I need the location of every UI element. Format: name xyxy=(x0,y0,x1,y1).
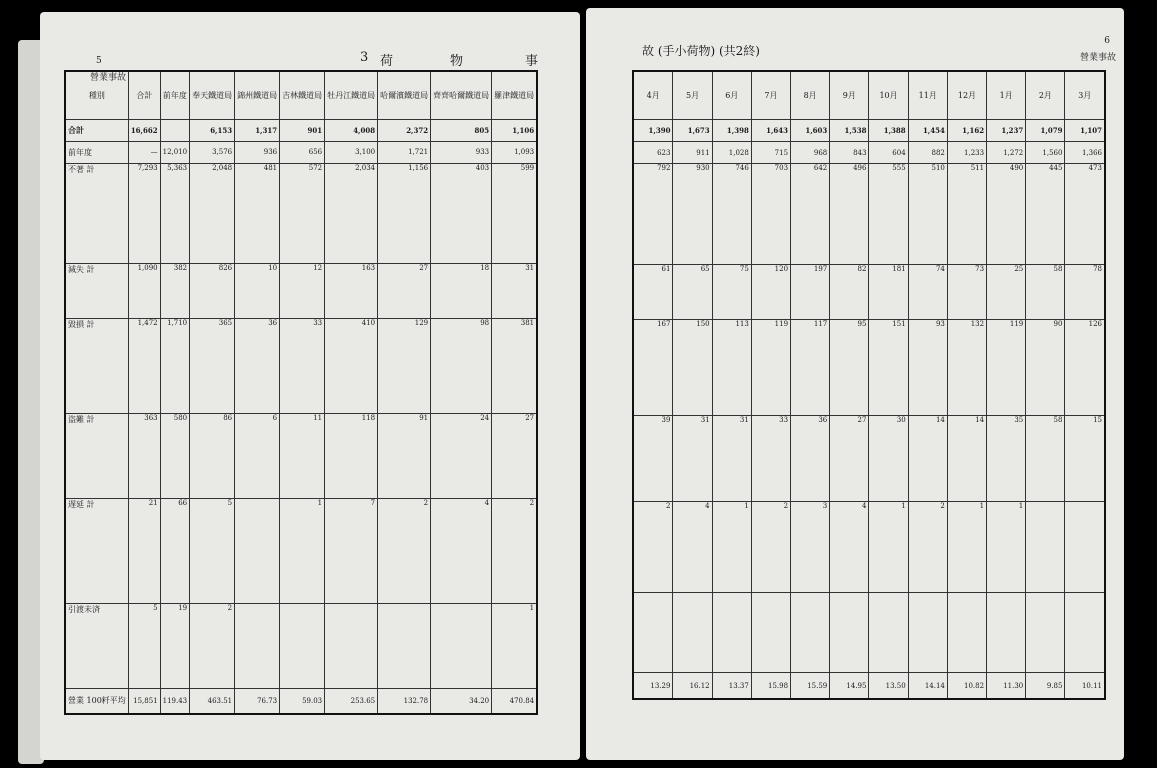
table-row xyxy=(65,119,537,141)
cell xyxy=(791,592,830,673)
left-title-char-2: 物 xyxy=(450,54,464,69)
cell: 911 xyxy=(673,142,712,164)
table-row xyxy=(65,688,537,714)
cell xyxy=(1026,501,1065,592)
cell: 12,010 xyxy=(160,141,190,163)
col-header: 牡丹江鐵道局 xyxy=(325,71,378,119)
cell: 1 xyxy=(869,501,908,592)
cell xyxy=(712,592,751,673)
cell: 1,237 xyxy=(987,119,1026,141)
cell xyxy=(160,119,190,141)
cell: 7 xyxy=(325,498,378,603)
cell: 90 xyxy=(1026,320,1065,416)
cell: 25 xyxy=(987,265,1026,320)
col-header: 齊齊哈爾鐵道局 xyxy=(431,71,492,119)
cell: 1,162 xyxy=(947,119,986,141)
row-label: 前年度 xyxy=(65,141,128,163)
cell: 12 xyxy=(280,263,325,318)
cell: 933 xyxy=(431,141,492,163)
cell: 4,008 xyxy=(325,119,378,141)
col-header: 6月 xyxy=(712,71,751,119)
row-label: 遅延 計 xyxy=(65,498,128,603)
cell: 167 xyxy=(633,320,673,416)
cell: 1,643 xyxy=(751,119,790,141)
table-row xyxy=(633,673,1105,699)
row-label: 減失 計 xyxy=(65,263,128,318)
cell: 1,317 xyxy=(235,119,280,141)
cell: 1,398 xyxy=(712,119,751,141)
col-header: 8月 xyxy=(791,71,830,119)
cell: 604 xyxy=(869,142,908,164)
cell: 120 xyxy=(751,265,790,320)
cell: 119 xyxy=(751,320,790,416)
cell: 2,372 xyxy=(378,119,431,141)
cell: 5,363 xyxy=(160,163,190,263)
col-header: 4月 xyxy=(633,71,673,119)
table-row xyxy=(65,263,537,318)
cell xyxy=(633,592,673,673)
cell: 58 xyxy=(1026,416,1065,502)
cell: 21 xyxy=(128,498,160,603)
cell xyxy=(751,592,790,673)
cell: 11 xyxy=(280,413,325,498)
col-header: 7月 xyxy=(751,71,790,119)
cell: 82 xyxy=(830,265,869,320)
cell: 15.59 xyxy=(791,673,830,699)
cell: 1 xyxy=(947,501,986,592)
cell: 703 xyxy=(751,164,790,265)
cell: 1,560 xyxy=(1026,142,1065,164)
cell: 1 xyxy=(280,498,325,603)
cell: 6,153 xyxy=(190,119,235,141)
right-table xyxy=(632,70,1106,700)
cell: 132 xyxy=(947,320,986,416)
cell: 826 xyxy=(190,263,235,318)
cell: 746 xyxy=(712,164,751,265)
table-row xyxy=(633,592,1105,673)
cell: 117 xyxy=(791,320,830,416)
cell: 580 xyxy=(160,413,190,498)
cell: 936 xyxy=(235,141,280,163)
cell: 882 xyxy=(908,142,947,164)
cell: 1,710 xyxy=(160,318,190,413)
cell: 78 xyxy=(1065,265,1105,320)
col-header: 錦州鐵道局 xyxy=(235,71,280,119)
cell: 2 xyxy=(190,603,235,688)
table-row xyxy=(633,501,1105,592)
cell: 1 xyxy=(987,501,1026,592)
cell xyxy=(235,603,280,688)
cell: 805 xyxy=(431,119,492,141)
cell: 59.03 xyxy=(280,688,325,714)
cell: 3,576 xyxy=(190,141,235,163)
cell: 15.98 xyxy=(751,673,790,699)
cell: 2,034 xyxy=(325,163,378,263)
table-row xyxy=(633,119,1105,141)
cell: 253.65 xyxy=(325,688,378,714)
cell: 14 xyxy=(908,416,947,502)
cell: 623 xyxy=(633,142,673,164)
right-page xyxy=(586,8,1124,760)
cell: 555 xyxy=(869,164,908,265)
cell: 382 xyxy=(160,263,190,318)
cell: 150 xyxy=(673,320,712,416)
cell xyxy=(830,592,869,673)
cell: 363 xyxy=(128,413,160,498)
cell: 13.50 xyxy=(869,673,908,699)
table-row xyxy=(65,318,537,413)
cell: 3 xyxy=(791,501,830,592)
cell: 27 xyxy=(830,416,869,502)
table-row xyxy=(633,416,1105,502)
cell: 1,106 xyxy=(492,119,538,141)
cell: — xyxy=(128,141,160,163)
row-label: 盗難 計 xyxy=(65,413,128,498)
cell: 132.78 xyxy=(378,688,431,714)
table-row xyxy=(65,163,537,263)
cell: 10.11 xyxy=(1065,673,1105,699)
cell: 151 xyxy=(869,320,908,416)
cell: 27 xyxy=(492,413,538,498)
cell: 1,093 xyxy=(492,141,538,163)
cell: 31 xyxy=(712,416,751,502)
cell: 15 xyxy=(1065,416,1105,502)
cell: 119.43 xyxy=(160,688,190,714)
col-header: 9月 xyxy=(830,71,869,119)
row-label: 營業 100粁平均 xyxy=(65,688,128,714)
cell xyxy=(1026,592,1065,673)
col-header: 合計 xyxy=(128,71,160,119)
cell: 15,851 xyxy=(128,688,160,714)
col-header: 羅津鐵道局 xyxy=(492,71,538,119)
row-label: 毀損 計 xyxy=(65,318,128,413)
cell: 34.20 xyxy=(431,688,492,714)
cell: 1,156 xyxy=(378,163,431,263)
cell: 61 xyxy=(633,265,673,320)
row-label: 合計 xyxy=(65,119,128,141)
cell: 463.51 xyxy=(190,688,235,714)
cell: 98 xyxy=(431,318,492,413)
table-row xyxy=(633,142,1105,164)
cell: 65 xyxy=(673,265,712,320)
cell: 381 xyxy=(492,318,538,413)
col-header: 1月 xyxy=(987,71,1026,119)
cell: 4 xyxy=(830,501,869,592)
cell: 33 xyxy=(751,416,790,502)
cell: 129 xyxy=(378,318,431,413)
cell: 19 xyxy=(160,603,190,688)
cell: 2,048 xyxy=(190,163,235,263)
cell: 74 xyxy=(908,265,947,320)
cell: 1,366 xyxy=(1065,142,1105,164)
table-row xyxy=(633,265,1105,320)
cell: 30 xyxy=(869,416,908,502)
cell: 511 xyxy=(947,164,986,265)
cell: 9.85 xyxy=(1026,673,1065,699)
col-header: 吉林鐵道局 xyxy=(280,71,325,119)
col-header: 前年度 xyxy=(160,71,190,119)
cell: 5 xyxy=(190,498,235,603)
cell: 2 xyxy=(492,498,538,603)
cell: 197 xyxy=(791,265,830,320)
col-header: 2月 xyxy=(1026,71,1065,119)
cell: 126 xyxy=(1065,320,1105,416)
cell xyxy=(947,592,986,673)
cell: 39 xyxy=(633,416,673,502)
cell: 14.14 xyxy=(908,673,947,699)
cell: 1 xyxy=(712,501,751,592)
cell: 642 xyxy=(791,164,830,265)
table-row xyxy=(65,413,537,498)
cell: 13.37 xyxy=(712,673,751,699)
table-row xyxy=(633,320,1105,416)
cell: 10.82 xyxy=(947,673,986,699)
col-header: 12月 xyxy=(947,71,986,119)
cell: 1,673 xyxy=(673,119,712,141)
cell: 75 xyxy=(712,265,751,320)
left-table xyxy=(64,70,538,715)
cell: 95 xyxy=(830,320,869,416)
cell: 31 xyxy=(492,263,538,318)
left-running-head: 營業事故 xyxy=(90,73,127,83)
right-running-head: 營業事故 xyxy=(1079,53,1116,63)
left-title-num: 3 xyxy=(360,50,369,65)
right-title: 故 (手小荷物) (共2終) xyxy=(642,44,760,58)
cell: 7,293 xyxy=(128,163,160,263)
col-header: 種別 xyxy=(65,71,128,119)
cell: 510 xyxy=(908,164,947,265)
row-label: 引渡未済 xyxy=(65,603,128,688)
table-row xyxy=(65,498,537,603)
row-label: 不著 計 xyxy=(65,163,128,263)
cell: 13.29 xyxy=(633,673,673,699)
cell: 66 xyxy=(160,498,190,603)
cell: 18 xyxy=(431,263,492,318)
cell: 792 xyxy=(633,164,673,265)
cell: 365 xyxy=(190,318,235,413)
cell: 1 xyxy=(492,603,538,688)
cell: 1,090 xyxy=(128,263,160,318)
cell: 2 xyxy=(633,501,673,592)
cell: 91 xyxy=(378,413,431,498)
cell: 73 xyxy=(947,265,986,320)
cell: 656 xyxy=(280,141,325,163)
cell: 6 xyxy=(235,413,280,498)
col-header: 哈爾濱鐵道局 xyxy=(378,71,431,119)
cell: 93 xyxy=(908,320,947,416)
cell: 901 xyxy=(280,119,325,141)
cell: 1,388 xyxy=(869,119,908,141)
cell: 3,100 xyxy=(325,141,378,163)
cell: 35 xyxy=(987,416,1026,502)
cell: 36 xyxy=(235,318,280,413)
cell: 118 xyxy=(325,413,378,498)
cell: 16.12 xyxy=(673,673,712,699)
cell: 715 xyxy=(751,142,790,164)
cell: 843 xyxy=(830,142,869,164)
cell: 5 xyxy=(128,603,160,688)
cell: 2 xyxy=(751,501,790,592)
cell: 1,454 xyxy=(908,119,947,141)
cell xyxy=(987,592,1026,673)
cell: 2 xyxy=(378,498,431,603)
cell: 445 xyxy=(1026,164,1065,265)
cell: 481 xyxy=(235,163,280,263)
cell xyxy=(325,603,378,688)
left-title-char-1: 荷 xyxy=(380,54,394,69)
cell: 930 xyxy=(673,164,712,265)
right-page-number: 6 xyxy=(1104,36,1110,46)
col-header: 3月 xyxy=(1065,71,1105,119)
cell: 33 xyxy=(280,318,325,413)
col-header: 奉天鐵道局 xyxy=(190,71,235,119)
cell: 1,538 xyxy=(830,119,869,141)
table-row xyxy=(65,141,537,163)
cell: 119 xyxy=(987,320,1026,416)
cell: 470.84 xyxy=(492,688,538,714)
cell: 473 xyxy=(1065,164,1105,265)
cell: 1,603 xyxy=(791,119,830,141)
cell: 27 xyxy=(378,263,431,318)
cell: 86 xyxy=(190,413,235,498)
cell: 58 xyxy=(1026,265,1065,320)
cell xyxy=(235,498,280,603)
cell xyxy=(280,603,325,688)
cell xyxy=(869,592,908,673)
cell xyxy=(1065,592,1105,673)
cell: 11.30 xyxy=(987,673,1026,699)
col-header: 11月 xyxy=(908,71,947,119)
table-row xyxy=(65,603,537,688)
cell xyxy=(1065,501,1105,592)
cell: 1,721 xyxy=(378,141,431,163)
cell: 76.73 xyxy=(235,688,280,714)
cell: 36 xyxy=(791,416,830,502)
cell: 2 xyxy=(908,501,947,592)
left-title-char-3: 事 xyxy=(525,54,539,69)
cell: 496 xyxy=(830,164,869,265)
cell: 1,079 xyxy=(1026,119,1065,141)
cell: 1,028 xyxy=(712,142,751,164)
cell: 968 xyxy=(791,142,830,164)
cell xyxy=(673,592,712,673)
cell: 4 xyxy=(431,498,492,603)
cell: 410 xyxy=(325,318,378,413)
cell: 14 xyxy=(947,416,986,502)
cell: 14.95 xyxy=(830,673,869,699)
cell: 16,662 xyxy=(128,119,160,141)
cell: 1,233 xyxy=(947,142,986,164)
cell: 181 xyxy=(869,265,908,320)
cell: 10 xyxy=(235,263,280,318)
cell: 572 xyxy=(280,163,325,263)
col-header: 10月 xyxy=(869,71,908,119)
cell: 4 xyxy=(673,501,712,592)
cell: 1,107 xyxy=(1065,119,1105,141)
cell xyxy=(908,592,947,673)
col-header: 5月 xyxy=(673,71,712,119)
cell: 31 xyxy=(673,416,712,502)
cell: 1,472 xyxy=(128,318,160,413)
cell: 490 xyxy=(987,164,1026,265)
cell: 24 xyxy=(431,413,492,498)
cell xyxy=(431,603,492,688)
cell: 163 xyxy=(325,263,378,318)
cell xyxy=(378,603,431,688)
cell: 599 xyxy=(492,163,538,263)
cell: 113 xyxy=(712,320,751,416)
table-row xyxy=(633,164,1105,265)
cell: 1,272 xyxy=(987,142,1026,164)
cell: 1,390 xyxy=(633,119,673,141)
left-page-number: 5 xyxy=(96,56,102,66)
cell: 403 xyxy=(431,163,492,263)
